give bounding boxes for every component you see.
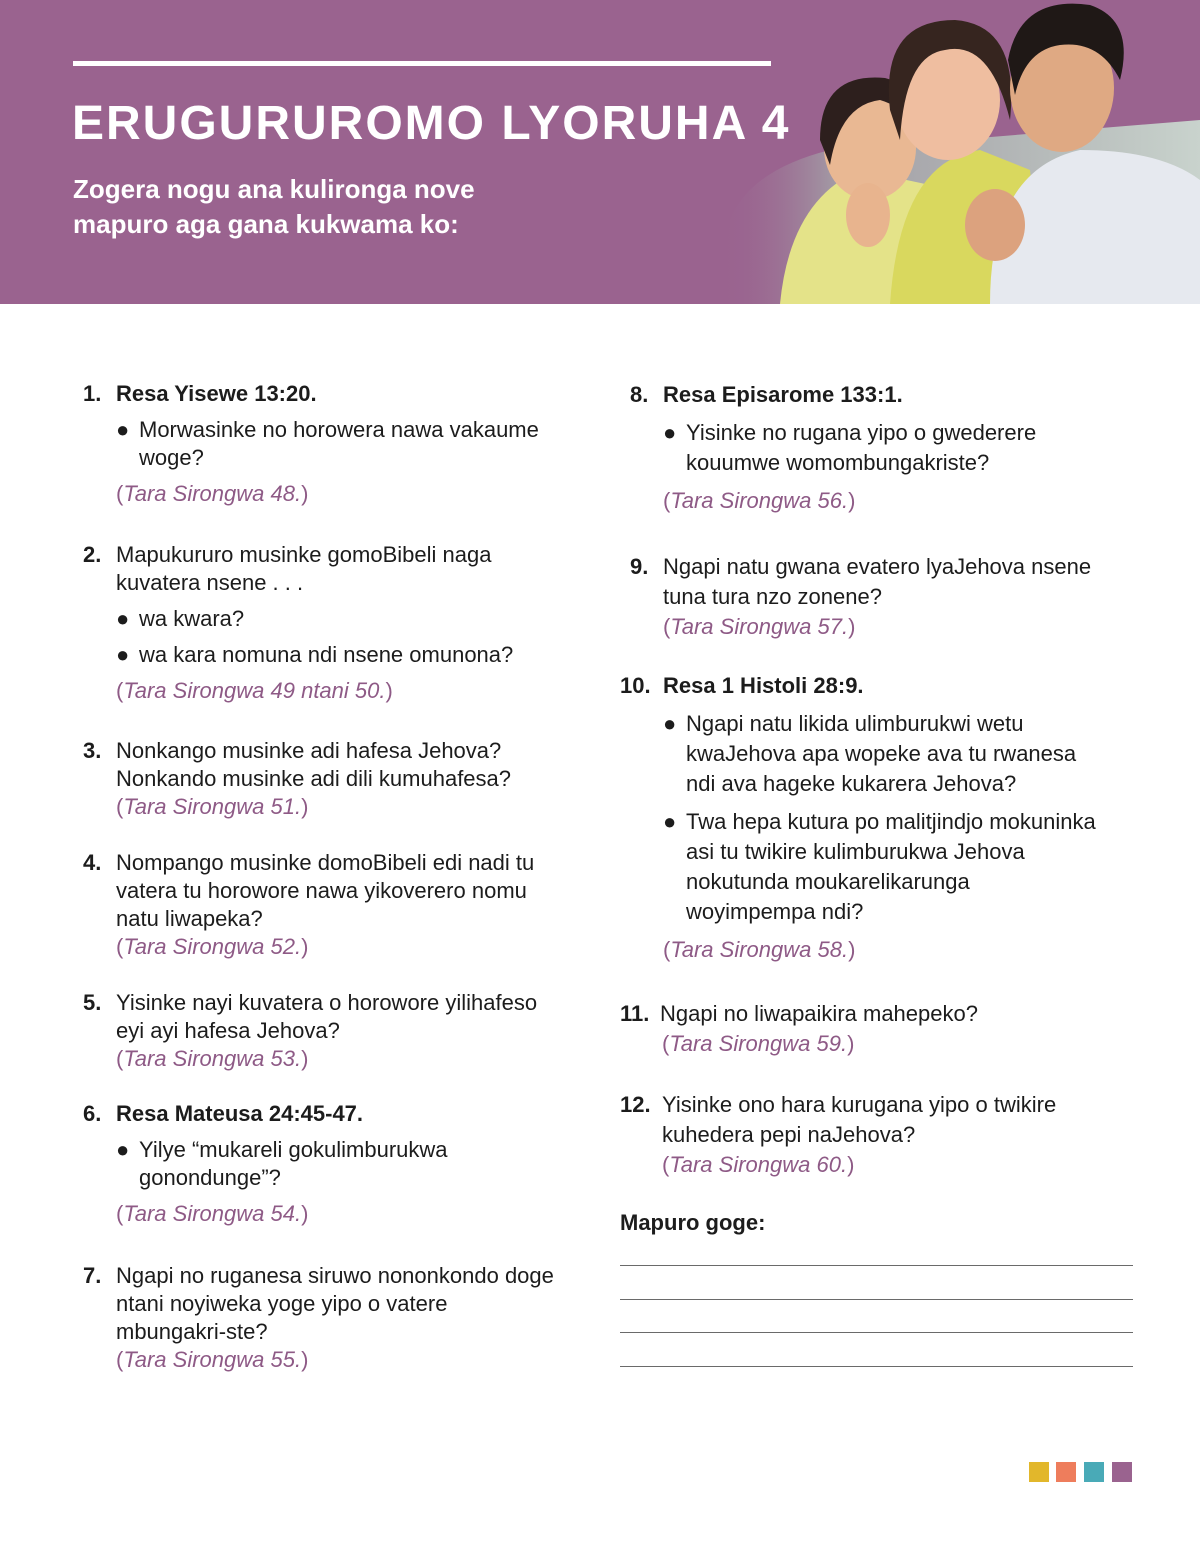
bullet-icon: ●: [663, 809, 677, 834]
family-praying-illustration: [690, 0, 1200, 304]
question-12: [620, 1090, 1100, 1180]
color-square-purple: [1112, 1462, 1132, 1482]
question-text: Resa 1 Histoli 28:9.: [663, 673, 864, 698]
question-text: Yisinke ono hara kurugana yipo o twikire kuhedera pepi naJehova?: [662, 1092, 1057, 1147]
reference: (Tara Sirongwa 55.): [116, 1347, 309, 1372]
bullet-item: ● Yilye “mukareli gokulimburukwa gonondunge”?: [116, 1137, 448, 1190]
question-number: 8.: [630, 382, 649, 407]
bullet-icon: ●: [116, 1137, 130, 1162]
question-number: 7.: [83, 1263, 102, 1288]
page-title: ERUGURUROMO LYORUHA 4: [72, 97, 791, 150]
color-square-teal: [1084, 1462, 1104, 1482]
reference: (Tara Sirongwa 49 ntani 50.): [116, 678, 393, 703]
question-text: Yisinke nayi kuvatera o horowore yilihafeso eyi ayi hafesa Jehova?: [116, 990, 538, 1043]
bullet-item: ● Morwasinke no horowera nawa vakaume woge?: [116, 417, 539, 470]
question-11: [620, 999, 1100, 1059]
question-5: [83, 989, 563, 1073]
color-square-yellow: [1029, 1462, 1049, 1482]
question-text: Resa Yisewe 13:20.: [116, 381, 317, 406]
question-text: Ngapi no liwapaikira mahepeko?: [660, 1001, 978, 1026]
note-line: [620, 1366, 1133, 1367]
question-9: [630, 552, 1100, 642]
bullet-icon: ●: [663, 711, 677, 736]
bullet-icon: ●: [663, 420, 677, 445]
bullet-icon: ●: [116, 642, 130, 667]
question-6: [83, 1100, 563, 1228]
reference: (Tara Sirongwa 59.): [662, 1031, 855, 1056]
bullet-list: [620, 709, 1100, 927]
note-line: [620, 1265, 1133, 1266]
reference: (Tara Sirongwa 53.): [116, 1046, 309, 1071]
question-number: 1.: [83, 381, 102, 406]
question-1: [83, 380, 563, 508]
question-text: Ngapi natu gwana evatero lyaJehova nsene tuna tura nzo zonene?: [663, 554, 1092, 609]
question-text: Nompango musinke domoBibeli edi nadi tu vatera tu horowore nawa yikoverero nomu natu liwapeka?: [116, 850, 535, 931]
color-square-orange: [1056, 1462, 1076, 1482]
note-line: [620, 1299, 1133, 1300]
bullet-icon: ●: [116, 606, 130, 631]
question-number: 5.: [83, 990, 102, 1015]
question-7: [83, 1262, 563, 1374]
bullet-item: ● Ngapi natu likida ulimburukwi wetu kwaJehova apa wopeke ava tu rwanesa ndi ava hageke kukarera Jehova?: [663, 711, 1077, 796]
question-2: [83, 541, 563, 705]
question-10: [620, 671, 1100, 965]
bullet-list: [83, 605, 563, 669]
note-line: [620, 1332, 1133, 1333]
question-text: Ngapi no ruganesa siruwo nononkondo doge ntani noyiweka yoge yipo o vatere mbungakri-ste?: [116, 1263, 554, 1344]
question-number: 12.: [620, 1092, 651, 1117]
question-text: Nonkango musinke adi hafesa Jehova? Nonkando musinke adi dili kumuhafesa?: [116, 738, 512, 791]
question-8: [630, 380, 1100, 516]
page-subtitle: Zogera nogu ana kulironga nove mapuro aga gana kukwama ko:: [73, 174, 475, 239]
question-text: Resa Mateusa 24:45-47.: [116, 1101, 364, 1126]
question-text: Mapukururo musinke gomoBibeli naga kuvatera nsene . . .: [116, 542, 492, 595]
question-number: 9.: [630, 554, 649, 579]
question-4: [83, 849, 563, 961]
question-number: 10.: [620, 673, 651, 698]
header-banner: [0, 0, 1200, 304]
question-text: Resa Episarome 133:1.: [663, 382, 903, 407]
reference: (Tara Sirongwa 52.): [116, 934, 309, 959]
reference: (Tara Sirongwa 48.): [116, 481, 309, 506]
reference: (Tara Sirongwa 58.): [663, 937, 856, 962]
bullet-icon: ●: [116, 417, 130, 442]
question-number: 3.: [83, 738, 102, 763]
header-rule: [73, 61, 771, 66]
bullet-item: ● wa kara nomuna ndi nsene omunona?: [116, 642, 514, 667]
bullet-item: ● Yisinke no rugana yipo o gwederere kouumwe womombungakriste?: [663, 420, 1037, 475]
reference: (Tara Sirongwa 51.): [116, 794, 309, 819]
reference: (Tara Sirongwa 57.): [663, 614, 856, 639]
bullet-list: [630, 418, 1100, 478]
question-number: 4.: [83, 850, 102, 875]
bullet-list: [83, 416, 563, 472]
bullet-item: ● Twa hepa kutura po malitjindjo mokuninka asi tu twikire kulimburukwa Jehova nokutunda moukarelikarunga woyimpempa ndi?: [663, 809, 1096, 924]
question-number: 2.: [83, 542, 102, 567]
reference: (Tara Sirongwa 56.): [663, 488, 856, 513]
bullet-item: ● wa kwara?: [116, 606, 245, 631]
bullet-list: [83, 1136, 563, 1192]
question-3: [83, 737, 563, 821]
question-number: 6.: [83, 1101, 102, 1126]
question-number: 11.: [620, 1001, 650, 1026]
reference: (Tara Sirongwa 60.): [662, 1152, 855, 1177]
reference: (Tara Sirongwa 54.): [116, 1201, 309, 1226]
notes-label: Mapuro goge:: [620, 1210, 766, 1235]
